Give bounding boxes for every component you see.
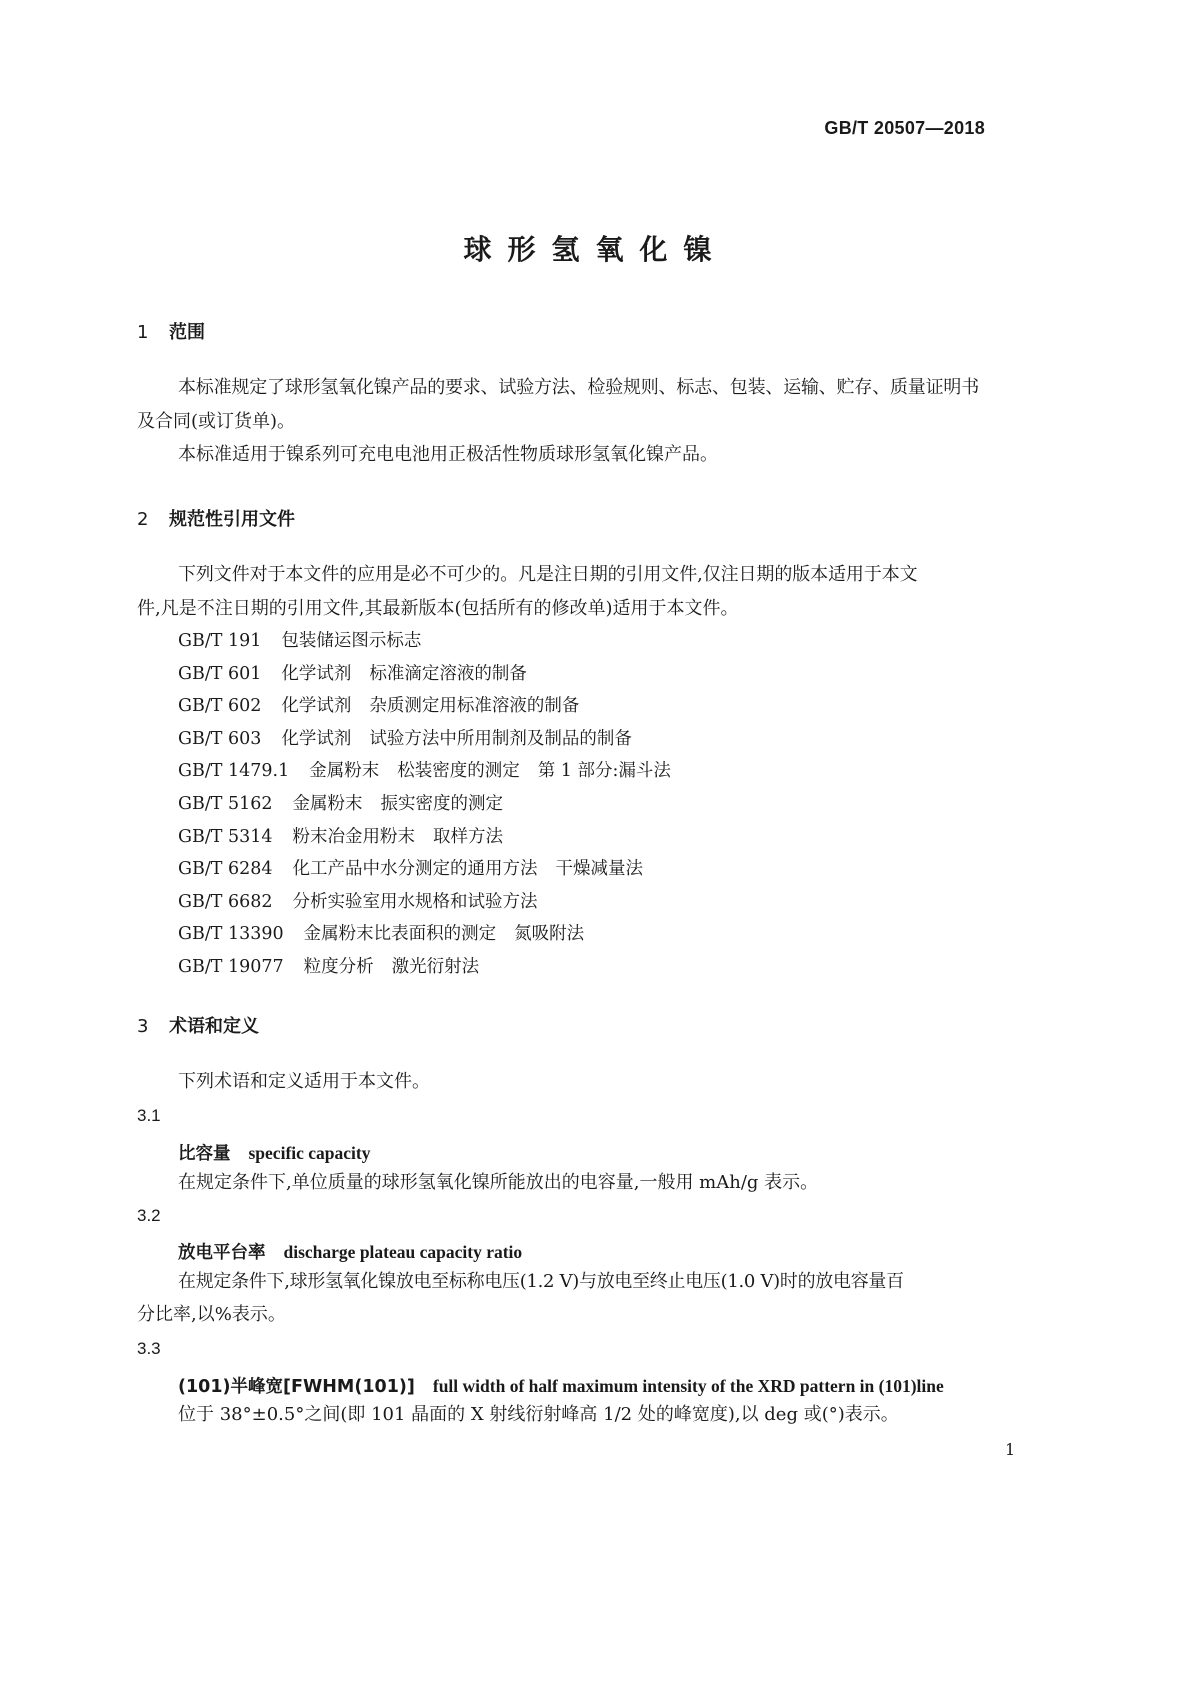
reference-code: GB/T 602 <box>178 696 262 717</box>
term-zh: 比容量 <box>178 1144 231 1164</box>
section-2-heading <box>137 505 295 531</box>
reference-title: 包装储运图示标志 <box>281 631 422 651</box>
reference-code: GB/T 13390 <box>178 924 284 945</box>
reference-title: 分析实验室用水规格和试验方法 <box>292 891 538 912</box>
term-definition: 位于 38°±0.5°之间(即 101 晶面的 X 射线衍射峰高 1/2 处的峰宽度),以 deg 或(°)表示。 <box>178 1404 899 1425</box>
references-intro-line-2: 件,凡是不注日期的引用文件,其最新版本(包括所有的修改单)适用于本文件。 <box>137 598 739 619</box>
reference-item <box>178 823 503 848</box>
term-heading <box>178 1373 944 1398</box>
reference-code: GB/T 6682 <box>178 891 273 912</box>
term-number: 3.1 <box>137 1106 161 1125</box>
term-definition-line-1: 在规定条件下,球形氢氧化镍放电至标称电压(1.2 V)与放电至终止电压(1.0 V)时的放电容量百 <box>178 1271 904 1292</box>
reference-subtitle: 激光衍射法 <box>391 957 480 977</box>
reference-subtitle: 取样方法 <box>433 826 504 847</box>
reference-title: 粉末冶金用粉末 <box>292 826 416 847</box>
section-title: 规范性引用文件 <box>169 509 295 530</box>
references-intro-line-1: 下列文件对于本文件的应用是必不可少的。凡是注日期的引用文件,仅注日期的版本适用于本文 <box>178 564 918 585</box>
reference-item <box>178 725 632 750</box>
reference-item <box>178 888 538 913</box>
reference-code: GB/T 19077 <box>178 957 284 977</box>
reference-subtitle: 松装密度的测定 <box>397 761 520 782</box>
reference-item <box>178 757 671 782</box>
document-title: 球形氢氧化镍 <box>463 233 728 266</box>
reference-item <box>178 953 479 978</box>
page-number: 1 <box>1005 1440 1016 1459</box>
reference-item <box>178 660 527 685</box>
reference-part: 第 1 部分:漏斗法 <box>537 761 671 782</box>
term-en: specific capacity <box>248 1143 371 1163</box>
reference-title: 金属粉末 <box>292 794 363 814</box>
reference-title: 化学试剂 <box>281 663 352 684</box>
section-number: 1 <box>137 322 149 343</box>
term-number: 3.3 <box>137 1339 161 1358</box>
reference-title: 化学试剂 <box>281 696 352 717</box>
term-zh: (101)半峰宽[FWHM(101)] <box>178 1377 415 1397</box>
reference-title: 金属粉末 <box>309 761 380 782</box>
section-number: 3 <box>137 1016 149 1037</box>
reference-item <box>178 627 421 652</box>
reference-code: GB/T 603 <box>178 728 262 749</box>
reference-title: 化工产品中水分测定的通用方法 <box>292 859 538 880</box>
reference-subtitle: 杂质测定用标准溶液的制备 <box>369 696 580 717</box>
reference-subtitle: 试验方法中所用制剂及制品的制备 <box>369 728 632 749</box>
reference-item <box>178 790 503 815</box>
section-title: 术语和定义 <box>169 1016 259 1037</box>
reference-item <box>178 920 584 945</box>
reference-code: GB/T 601 <box>178 663 262 684</box>
standard-number: GB/T 20507—2018 <box>824 118 985 138</box>
scope-para-2: 本标准适用于镍系列可充电电池用正极活性物质球形氢氧化镍产品。 <box>178 444 718 465</box>
reference-subtitle: 振实密度的测定 <box>380 794 504 814</box>
reference-item <box>178 692 579 717</box>
section-3-heading <box>137 1012 259 1038</box>
reference-code: GB/T 191 <box>178 631 262 651</box>
term-en: discharge plateau capacity ratio <box>283 1242 523 1262</box>
section-1-heading <box>137 318 205 344</box>
terms-intro: 下列术语和定义适用于本文件。 <box>178 1071 430 1092</box>
term-number: 3.2 <box>137 1206 161 1225</box>
reference-code: GB/T 5162 <box>178 794 273 814</box>
term-definition-line-2: 分比率,以%表示。 <box>137 1304 286 1325</box>
reference-subtitle: 干燥减量法 <box>555 859 644 880</box>
term-en: full width of half maximum intensity of the XRD pattern in (101)line <box>432 1376 944 1396</box>
reference-code: GB/T 6284 <box>178 859 273 880</box>
scope-para-1-line-1: 本标准规定了球形氢氧化镍产品的要求、试验方法、检验规则、标志、包装、运输、贮存、质量证明书 <box>178 377 979 398</box>
scope-para-1-line-2: 及合同(或订货单)。 <box>137 411 296 432</box>
reference-title: 粒度分析 <box>303 957 374 977</box>
reference-subtitle: 氮吸附法 <box>514 924 585 945</box>
reference-title: 化学试剂 <box>281 728 352 749</box>
section-title: 范围 <box>169 322 205 343</box>
reference-title: 金属粉末比表面积的测定 <box>303 924 497 945</box>
term-heading <box>178 1140 370 1165</box>
reference-code: GB/T 5314 <box>178 826 273 847</box>
term-definition: 在规定条件下,单位质量的球形氢氧化镍所能放出的电容量,一般用 mAh/g 表示。 <box>178 1172 819 1193</box>
reference-item <box>178 855 643 880</box>
reference-subtitle: 标准滴定溶液的制备 <box>369 663 527 684</box>
term-heading <box>178 1239 522 1264</box>
section-number: 2 <box>137 509 149 530</box>
term-zh: 放电平台率 <box>178 1243 266 1263</box>
reference-code: GB/T 1479.1 <box>178 761 290 782</box>
